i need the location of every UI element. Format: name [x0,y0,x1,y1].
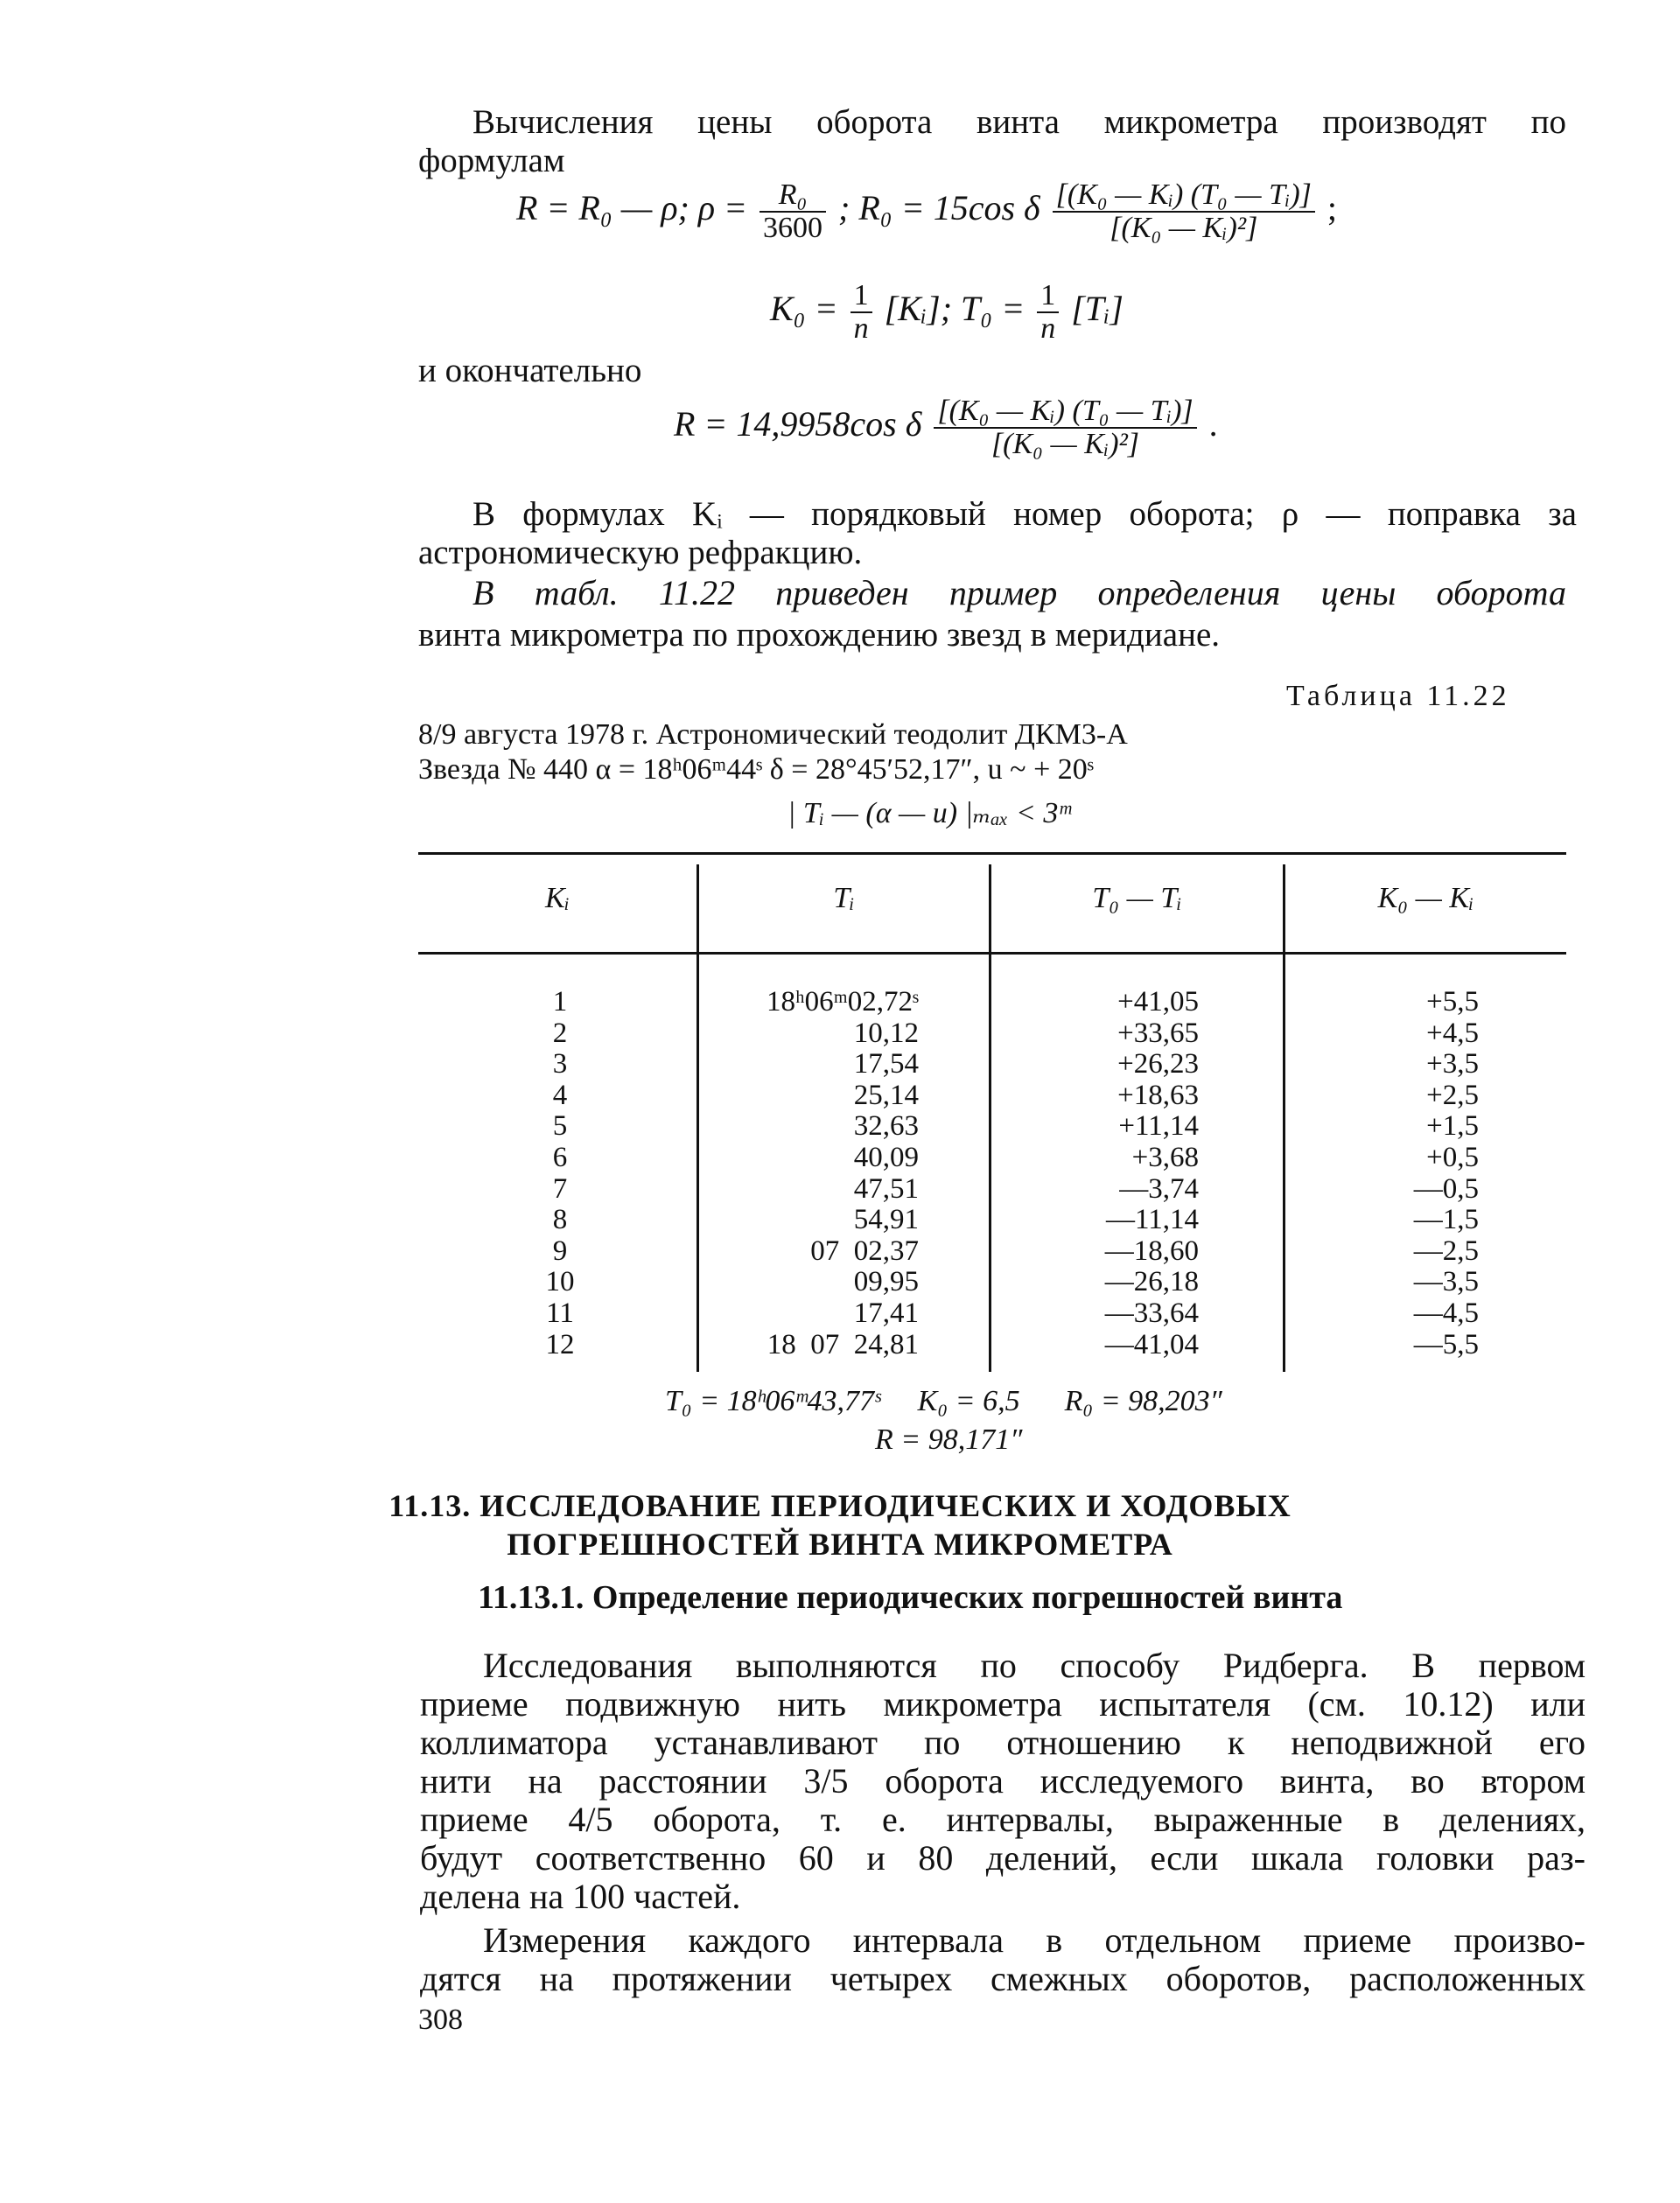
table-cell: —4,5 [1413,1297,1479,1329]
table-cell: —5,5 [1413,1328,1479,1360]
body-line: делена на 100 частей. [420,1877,741,1916]
formula-part: R = 14,9958cos δ [674,404,922,444]
table-cell: +33,65 [1117,1017,1199,1049]
table-summary-line-1: T₀ = 18ʰ06ᵐ43,77ˢ K₀ = 6,5 R₀ = 98,203″ [665,1385,1222,1417]
table-cell: +5,5 [1426,986,1479,1018]
table-cell: 40,09 [853,1141,919,1173]
table-cell: —18,60 [1104,1234,1199,1267]
fraction-numerator: 1 [1037,280,1059,313]
table-cell: 9 [552,1234,568,1267]
table-summary-line-2: R = 98,171″ [875,1423,1023,1456]
table-cell: 09,95 [853,1266,919,1298]
fraction-numerator: [(K₀ — Kᵢ) (T₀ — Tᵢ)] [934,395,1196,429]
table-cell: +0,5 [1426,1141,1479,1173]
table-meta-line-2: Звезда № 440 α = 18ʰ06ᵐ44ˢ δ = 28°45′52,17″, u ~ + 20ˢ [418,753,1094,786]
body-line: приеме 4/5 оборота, т. е. интервалы, выраженные в делениях, [420,1800,1586,1839]
fraction-denominator: [(K₀ — Kᵢ)²] [1110,212,1258,244]
table-caption: Таблица 11.22 [1286,680,1510,712]
table-cell: +3,68 [1131,1141,1199,1173]
table-cell: 7 [552,1172,568,1205]
table-cell: 10 [545,1266,575,1298]
header-t0-minus-ti: T₀ — Tᵢ [1092,882,1182,914]
table-cell: 18ʰ06ᵐ02,72ˢ [766,986,919,1018]
column-k0-minus-ki [1348,987,1479,1360]
formula-note-line-2: астрономическую рефракцию. [418,534,863,571]
table-condition: | Tᵢ — (α — u) |ₘₐₓ < 3ᵐ [788,797,1071,829]
table-cell: 17,54 [853,1048,919,1081]
intro-line-2: формулам [418,142,565,179]
body-line: Исследования выполняются по способу Ридберга. В первом [483,1646,1586,1685]
table-cell: +3,5 [1426,1048,1479,1081]
body-line: нити на расстоянии 3/5 оборота исследуемого винта, во втором [420,1761,1586,1801]
subsection-title: 11.13.1. Определение периодических погрешностей винта [478,1579,1343,1616]
table-cell: —1,5 [1413,1204,1479,1236]
table-cell: 1 [552,986,568,1018]
table-cell: 10,12 [853,1017,919,1049]
body-line: Измерения каждого интервала в отдельном приеме произво- [483,1920,1586,1960]
table-cell: 3 [552,1048,568,1081]
table-cell: 54,91 [853,1204,919,1236]
table-top-rule [418,852,1566,855]
formula-part: [Tᵢ] [1071,289,1124,329]
fraction-denominator: [(K₀ — Kᵢ)²] [990,428,1140,460]
section-title-line-1: 11.13. ИССЛЕДОВАНИЕ ПЕРИОДИЧЕСКИХ И ХОДОВЫХ [388,1488,1292,1523]
table-cell: 2 [552,1017,568,1049]
table-cell: 17,41 [853,1297,919,1329]
formula-k0-t0 [770,280,1124,345]
table-cell: 6 [552,1141,568,1173]
table-cell: 5 [552,1110,568,1143]
formula-part: [Kᵢ]; T₀ = [884,289,1026,329]
body-line: дятся на протяжении четырех смежных оборотов, расположенных [420,1959,1586,1998]
table-cell: —33,64 [1104,1297,1199,1329]
table-cell: —11,14 [1105,1204,1199,1236]
table-cell: —2,5 [1413,1234,1479,1267]
formula-note-line-1: В формулах Kᵢ — порядковый номер оборота; ρ — поправка за [472,495,1577,533]
table-ref-line-2: винта микрометра по прохождению звезд в меридиане. [418,616,1221,654]
text-finally: и окончательно [418,352,642,389]
table-cell: +1,5 [1426,1110,1479,1143]
table-cell: 4 [552,1079,568,1111]
table-ref-line-1: В табл. 11.22 приведен пример определения цены оборота [472,573,1566,612]
table-cell: +26,23 [1117,1048,1199,1081]
header-k0-minus-ki: K₀ — Kᵢ [1377,882,1474,914]
table-cell: 32,63 [853,1110,919,1143]
table-cell: 12 [545,1328,575,1360]
column-ti [718,987,919,1360]
fraction-denominator: n [853,312,869,345]
formula-part: ; R₀ = 15cos δ [838,188,1040,228]
body-line: коллиматора устанавливают по отношению к неподвижной его [420,1723,1586,1762]
table-column-divider [696,864,699,1372]
table-cell: —3,74 [1119,1172,1199,1205]
formula-part: K₀ = [770,289,838,329]
table-cell: 8 [552,1204,568,1236]
table-cell: +2,5 [1426,1079,1479,1111]
header-ti: Tᵢ [833,882,855,914]
fraction-denominator: n [1040,312,1056,345]
body-line: будут соответственно 60 и 80 делений, если шкала головки раз- [420,1838,1586,1878]
table-cell: +11,14 [1118,1110,1199,1143]
fraction-rho [760,179,826,244]
page-number: 308 [418,2004,463,2036]
table-column-divider [989,864,991,1372]
fraction-numerator: [(K₀ — Kᵢ) (T₀ — Tᵢ)] [1053,179,1315,213]
fraction-final [934,395,1196,460]
formula-part: ; [1326,188,1338,228]
table-cell: —26,18 [1104,1266,1199,1298]
table-cell: —3,5 [1413,1266,1479,1298]
formula-part: . [1208,404,1218,444]
fraction-denominator: 3600 [763,212,823,244]
table-cell: —0,5 [1413,1172,1479,1205]
section-title-line-2: ПОГРЕШНОСТЕЙ ВИНТА МИКРОМЕТРА [507,1527,1173,1562]
column-t0-minus-ti [1015,987,1199,1360]
table-cell: —41,04 [1104,1328,1199,1360]
table-cell: 25,14 [853,1079,919,1111]
fraction-numerator: R₀ [760,179,826,213]
formula-r-definition [516,179,1337,244]
formula-part: R = R₀ — ρ; ρ = [516,188,748,228]
column-ki [490,987,630,1360]
table-cell: 18 07 24,81 [766,1328,919,1360]
table-cell: +4,5 [1426,1017,1479,1049]
body-line: приеме подвижную нить микрометра испытателя (см. 10.12) или [420,1684,1586,1724]
table-cell: +41,05 [1117,986,1199,1018]
table-cell: 07 02,37 [810,1234,919,1267]
table-column-divider [1283,864,1285,1372]
formula-r-final [674,395,1218,460]
header-ki: Kᵢ [544,882,570,914]
table-header-rule [418,952,1566,955]
fraction-r0 [1053,179,1315,244]
fraction-numerator: 1 [850,280,872,313]
table-meta-line-1: 8/9 августа 1978 г. Астрономический теодолит ДКМ3-А [418,718,1128,751]
fraction-one-over-n [1037,280,1059,345]
intro-line-1: Вычисления цены оборота винта микрометра производят по [472,103,1566,141]
fraction-one-over-n [850,280,872,345]
table-cell: 11 [546,1297,574,1329]
table-cell: +18,63 [1117,1079,1199,1111]
table-cell: 47,51 [853,1172,919,1205]
